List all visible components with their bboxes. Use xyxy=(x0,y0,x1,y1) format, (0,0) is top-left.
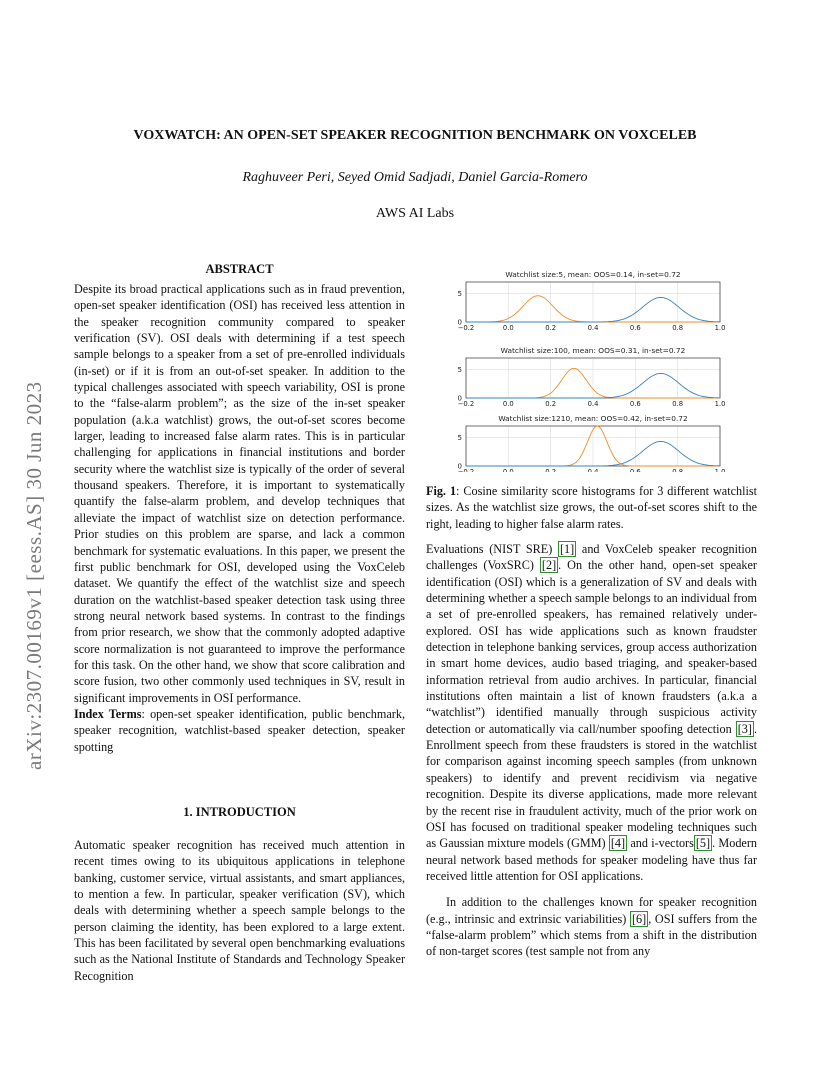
figure-1 xyxy=(426,260,757,472)
abstract-body xyxy=(74,281,405,755)
x-tick-label: 1.0 xyxy=(714,468,726,472)
citation-link[interactable]: [4] xyxy=(610,836,626,851)
affiliation: AWS AI Labs xyxy=(375,206,455,221)
index-terms-text: : open-set speaker identification, public benchmark, speaker recognition, watchlist-based speaker detection, speaker spotting xyxy=(74,706,405,754)
x-tick-label: 0.6 xyxy=(629,324,641,332)
citation-link[interactable]: [5] xyxy=(695,836,711,851)
x-tick-label: 0.0 xyxy=(502,468,514,472)
text-span: , OSI suffers from the “false-alarm problem” which stems from a shift in the distribution of non-target scores (test sample not from any xyxy=(426,911,757,959)
x-tick-label: −0.2 xyxy=(457,324,475,332)
x-tick-label: 0.8 xyxy=(672,468,684,472)
citation-link[interactable]: [6] xyxy=(632,911,647,926)
y-tick-label: 0 xyxy=(457,318,462,327)
citation-link[interactable]: [2] xyxy=(541,558,557,573)
x-tick-label: 0.6 xyxy=(629,468,641,472)
text-span: Evaluations (NIST SRE) xyxy=(426,542,558,556)
y-tick-label: 0 xyxy=(457,462,462,471)
subplot-title: Watchlist size:100, mean: OOS=0.31, in-set=0.72 xyxy=(500,346,686,355)
author-list: Raghuveer Peri, Seyed Omid Sadjadi, Daniel Garcia-Romero xyxy=(242,170,588,185)
x-tick-label: 0.8 xyxy=(672,324,684,332)
x-tick-label: 0.4 xyxy=(587,468,599,472)
score-histogram-chart xyxy=(426,260,757,472)
abstract-heading: ABSTRACT xyxy=(205,262,274,276)
x-tick-label: 0.4 xyxy=(587,324,599,332)
citation-link[interactable]: [3] xyxy=(737,721,752,736)
x-tick-label: −0.2 xyxy=(457,400,475,408)
introduction-paragraph-1: Automatic speaker recognition has received much attention in recent times owing to its ubiquitous applications in telephone banking, customer service, virtual assistants, and smart appliances, to mention a few. In particular, speaker verification (SV), which deals with determining whether a speech sample belongs to the person claiming the identity, has been explored to a large extent. This has been facilitated by several open benchmarking evaluations such as the National Institute of Standards and Technology Speaker Recognition xyxy=(74,838,405,983)
x-tick-label: 0.4 xyxy=(587,400,599,408)
text-span: In addition to the challenges known for speaker recognition (e.g., intrinsic and extrinsic variabilities) xyxy=(426,895,757,926)
index-terms xyxy=(74,706,405,755)
x-tick-label: 1.0 xyxy=(714,400,726,408)
right-paragraph-1 xyxy=(426,541,757,884)
y-tick-label: 5 xyxy=(457,365,462,374)
y-tick-label: 0 xyxy=(457,394,462,403)
right-column xyxy=(426,541,757,960)
abstract-text: Despite its broad practical applications such as in fraud prevention, open-set speaker identification (OSI) has received less attention in the speaker recognition community compared to speaker verification (SV). OSI deals with determining if a test speech sample belongs to a speaker from a set of pre-enrolled individuals (in-set) or if it is from an out-of-set speaker. In addition to the typical challenges associated with speech variability, OSI is prone to the “false-alarm problem”; as the size of the in-set speaker population (a.k.a watchlist) grows, the out-of-set scores become larger, leading to increased false alarm rates. This is in particular challenging for applications in financial institutions and border security where the watchlist size is typically of the order of several thousand speakers. Therefore, it is important to systematically quantify the false-alarm problem, and develop techniques that alleviate the impact of watchlist size on detection performance. Prior studies on this problem are sparse, and lack a common benchmark for systematic evaluations. In this paper, we present the first public benchmark for OSI, developed using the VoxCeleb dataset. We quantify the effect of the watchlist size and speech duration on the watchlist-based speaker detection task using three strong neural network based systems. In contrast to the findings from prior research, we show that the commonly adopted adaptive score normalization is not guaranteed to improve the performance for this task. On the other hand, we show that score calibration and score fusion, two other commonly used techniques in SV, result in significant improvements in OSI performance. xyxy=(74,282,405,705)
paper-title: VOXWATCH: AN OPEN-SET SPEAKER RECOGNITION BENCHMARK ON VOXCELEB xyxy=(133,128,697,143)
text-span: . On the other hand, open-set speaker identification (OSI) which is a generalization of SV and deals with determining whether a speech sample belongs to an individual from a set of pre-enrolled speakers, has remained relatively under-explored. OSI has wide applications such as known fraudster detection in telephone banking services, group access authorization in smart home devices, audio based triaging, and speaker-based information retrieval from audio archives. In particular, financial institutions often maintain a list of known fraudsters (a.k.a a “watchlist”) identified manually through suspicious activity detection or automatically via call/number spoofing detection xyxy=(426,558,757,736)
x-tick-label: 0.8 xyxy=(672,400,684,408)
introduction-body xyxy=(74,837,405,984)
figure-1-caption xyxy=(426,483,757,532)
text-span: . Enrollment speech from these fraudsters is stored in the watchlist for comparison against incoming speech samples (from unknown speakers) to identify and prevent recidivism via negative recognition. Despite its diverse applications, made more relevant by the recent rise in fraudulent activity, much of the prior work on OSI has focused on traditional speaker modeling techniques such as Gaussian mixture models (GMM) xyxy=(426,721,757,851)
figure-caption-label: Fig. 1 xyxy=(426,484,457,498)
text-span: and VoxCeleb speaker recognition challenges (VoxSRC) xyxy=(426,542,757,573)
x-tick-label: 0.2 xyxy=(545,400,557,408)
text-span: . Modern neural network based methods for speaker modeling have thus far received little attention for OSI applications. xyxy=(426,836,757,883)
right-paragraph-2 xyxy=(426,894,757,959)
x-tick-label: 1.0 xyxy=(714,324,726,332)
x-tick-label: 0.0 xyxy=(502,400,514,408)
x-tick-label: 0.0 xyxy=(502,324,514,332)
x-tick-label: 0.2 xyxy=(545,468,557,472)
citation-link[interactable]: [1] xyxy=(560,542,575,556)
text-span: and i-vectors xyxy=(627,836,694,851)
introduction-heading: 1. INTRODUCTION xyxy=(183,805,296,819)
x-tick-label: 0.6 xyxy=(629,400,641,408)
x-tick-label: 0.2 xyxy=(545,324,557,332)
arxiv-identifier: arXiv:2307.00169v1 [eess.AS] 30 Jun 2023 xyxy=(22,381,46,770)
subplot-title: Watchlist size:1210, mean: OOS=0.42, in-set=0.72 xyxy=(498,414,688,423)
x-tick-label: −0.2 xyxy=(457,468,475,472)
y-tick-label: 5 xyxy=(457,289,462,298)
subplot-title: Watchlist size:5, mean: OOS=0.14, in-set=0.72 xyxy=(505,270,681,279)
y-tick-label: 5 xyxy=(457,433,462,442)
index-terms-label: Index Terms xyxy=(74,706,142,721)
figure-caption-text: : Cosine similarity score histograms for 3 different watchlist sizes. As the watchlist size grows, the out-of-set scores shift to the right, leading to higher false alarm rates. xyxy=(426,484,757,531)
